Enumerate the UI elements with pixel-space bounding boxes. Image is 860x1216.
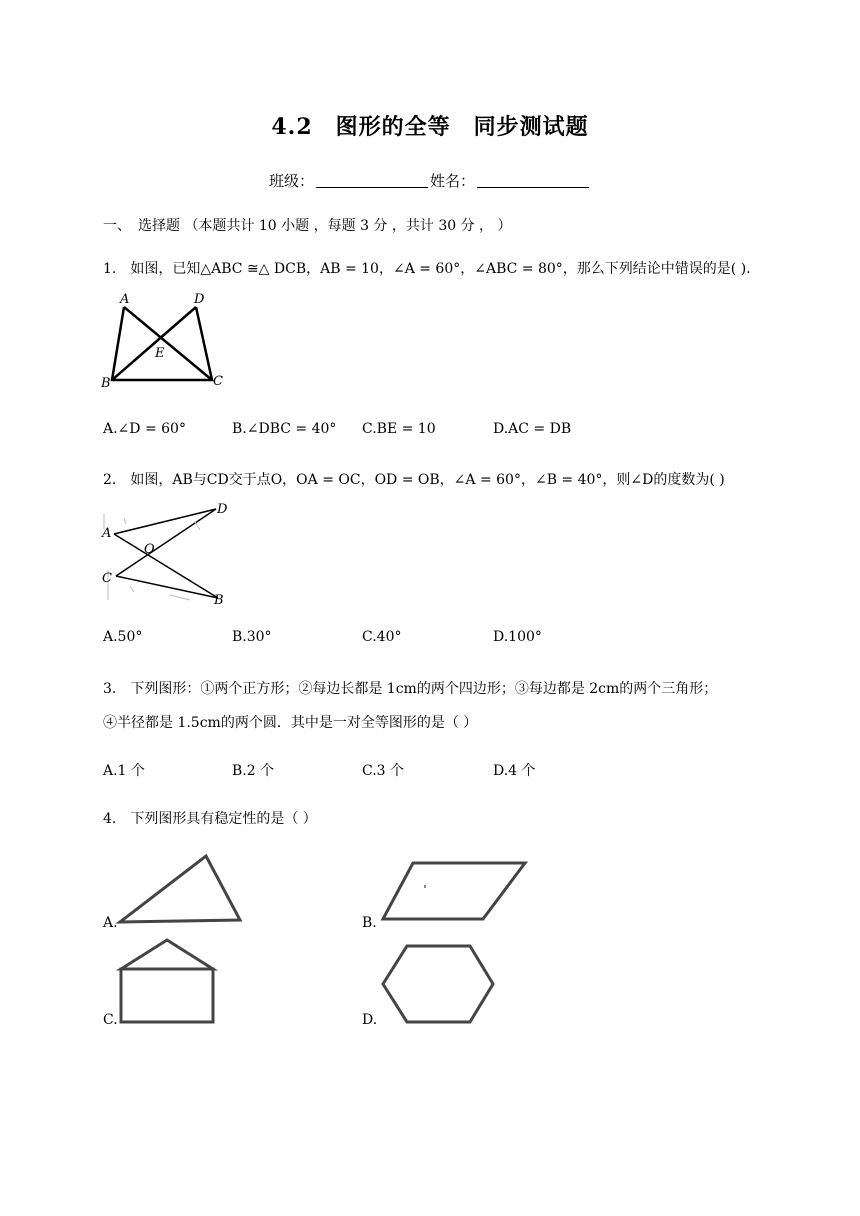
q2-label-c: C xyxy=(102,571,112,586)
q1-option-c: C.BE = 10 xyxy=(362,421,436,437)
q2-label-o: O xyxy=(144,542,155,557)
q2-label-b: B xyxy=(214,593,224,608)
q1-label-d: D xyxy=(194,292,205,307)
q4-option-b: B. xyxy=(362,915,377,931)
q4-option-d: D. xyxy=(362,1012,378,1028)
q2-option-c: C.40° xyxy=(362,629,402,645)
q4-stem: 4. 下列图形具有稳定性的是（ ） xyxy=(103,811,317,827)
page-title: 4.2 图形的全等 同步测试题 xyxy=(271,114,589,140)
q4-option-a: A. xyxy=(103,915,118,931)
q1-line-db xyxy=(112,307,196,380)
q1-label-e: E xyxy=(155,346,165,361)
q1-figure xyxy=(100,290,240,390)
q3-option-c: C.3 个 xyxy=(362,763,405,779)
q4-figure-hexagon xyxy=(375,940,500,1030)
q1-option-d: D.AC = DB xyxy=(493,421,572,437)
q2-option-d: D.100° xyxy=(493,629,542,645)
q3-option-a: A.1 个 xyxy=(103,763,145,779)
q2-label-d: D xyxy=(217,502,228,517)
q1-option-a: A.∠D = 60° xyxy=(103,421,186,437)
name-blank xyxy=(477,173,589,188)
class-label: 班级： xyxy=(268,172,314,190)
q4-figure-parallelogram xyxy=(375,855,530,925)
q1-label-b: B xyxy=(101,376,111,391)
q4-option-c: C. xyxy=(103,1012,118,1028)
student-info-line xyxy=(0,170,860,191)
q2-figure xyxy=(100,500,240,610)
q3-option-d: D.4 个 xyxy=(493,763,536,779)
q2-option-a: A.50° xyxy=(103,629,143,645)
q1-stem: 1. 如图，已知△ABC ≅△ DCB，AB = 10，∠A = 60°，∠ABC = 80°，那么下列结论中错误的是( ). xyxy=(103,261,751,277)
q2-stem: 2. 如图，AB与CD交于点O，OA = OC，OD = OB，∠A = 60°，∠B = 40°，则∠D的度数为( ) xyxy=(103,472,725,488)
q3-stem-line1: 3. 下列图形：①两个正方形；②每边长都是 1cm的两个四边形；③每边都是 2cm的两个三角形； xyxy=(103,681,718,697)
q4-figure-triangle xyxy=(110,850,250,930)
q2-option-b: B.30° xyxy=(232,629,272,645)
section-heading: 一、 选择题 （本题共计 10 小题 ，每题 3 分 ，共计 30 分 ， ） xyxy=(103,218,512,234)
q3-option-b: B.2 个 xyxy=(232,763,275,779)
name-label: 姓名： xyxy=(430,172,476,190)
q1-label-c: C xyxy=(213,374,223,389)
q2-line-cb xyxy=(116,576,218,598)
q4-figure-house xyxy=(115,935,220,1030)
q2-line-ad xyxy=(114,509,216,534)
q1-label-a: A xyxy=(120,292,130,307)
q3-stem-line2: ④半径都是 1.5cm的两个圆．其中是一对全等图形的是（ ） xyxy=(103,715,478,731)
q1-option-b: B.∠DBC = 40° xyxy=(232,421,337,437)
class-blank xyxy=(316,173,428,188)
q2-label-a: A xyxy=(102,526,112,541)
